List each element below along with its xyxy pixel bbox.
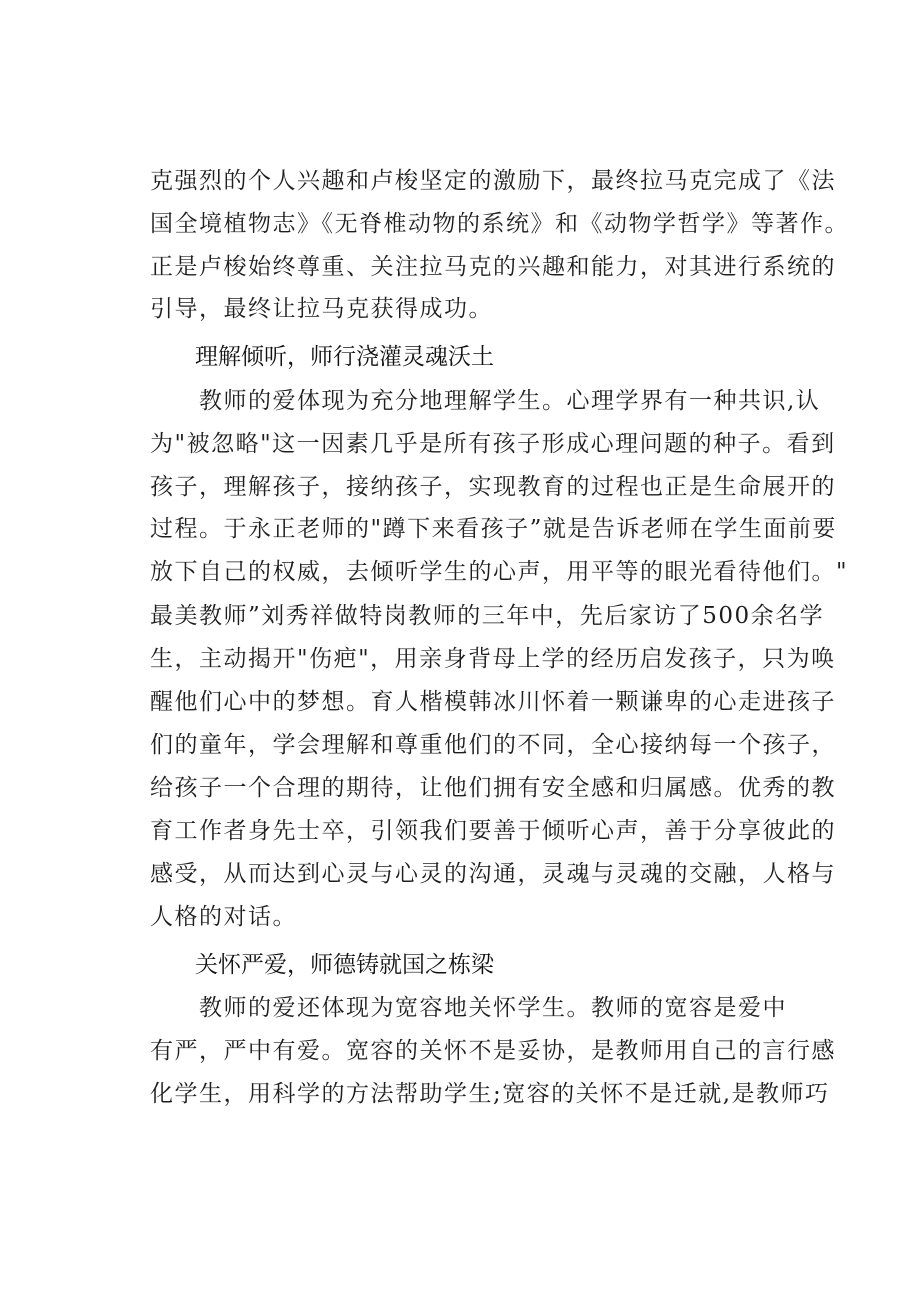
paragraph-line: 正是卢梭始终尊重、关注拉马克的兴趣和能力，对其进行系统的 [150, 254, 836, 280]
paragraph-line: 引导，最终让拉马克获得成功。 [150, 296, 493, 322]
paragraph-line: 人格的对话。 [150, 904, 297, 930]
paragraph-line: 过程。于永正老师的"蹲下来看孩子”就是告诉老师在学生面前要 [150, 516, 837, 542]
paragraph-line: 克强烈的个人兴趣和卢梭坚定的激励下，最终拉马克完成了《法 [150, 168, 836, 194]
paragraph-line: 给孩子一个合理的期待，让他们拥有安全感和归属感。优秀的教 [150, 775, 836, 801]
paragraph-line: 最美教师”刘秀祥做特岗教师的三年中，先后家访了500余名学 [150, 603, 825, 629]
paragraph-line: 孩子，理解孩子，接纳孩子，实现教育的过程也正是生命展开的 [150, 474, 836, 500]
paragraph-line: 化学生，用科学的方法帮助学生;宽容的关怀不是迁就,是教师巧 [150, 1081, 830, 1107]
paragraph-line: 教师的爱体现为充分地理解学生。心理学界有一种共识,认 [150, 388, 821, 414]
paragraph-line: 放下自己的权威，去倾听学生的心声，用平等的眼光看待他们。" [150, 559, 849, 585]
paragraph-line: 育工作者身先士卒，引领我们要善于倾听心声，善于分享彼此的 [150, 818, 836, 844]
paragraph-line: 生，主动揭开"伤疤"，用亲身背母上学的经历启发孩子，只为唤 [150, 646, 836, 672]
section-heading: 关怀严爱，师德铸就国之栋梁 [195, 952, 494, 978]
paragraph-line: 醒他们心中的梦想。育人楷模韩冰川怀着一颗谦卑的心走进孩子 [150, 689, 836, 715]
section-heading: 理解倾听，师行浇灌灵魂沃土 [195, 344, 494, 370]
paragraph-line: 们的童年，学会理解和尊重他们的不同，全心接纳每一个孩子， [150, 732, 836, 758]
paragraph-line: 教师的爱还体现为宽容地关怀学生。教师的宽容是爱中 [150, 995, 787, 1021]
paragraph-line: 有严，严中有爱。宽容的关怀不是妥协，是教师用自己的言行感 [150, 1038, 836, 1064]
paragraph-line: 感受，从而达到心灵与心灵的沟通，灵魂与灵魂的交融，人格与 [150, 861, 836, 887]
paragraph-line: 国全境植物志》《无脊椎动物的系统》和《动物学哲学》等著作。 [150, 211, 849, 237]
paragraph-line: 为"被忽略"这一因素几乎是所有孩子形成心理问题的种子。看到 [150, 431, 836, 457]
